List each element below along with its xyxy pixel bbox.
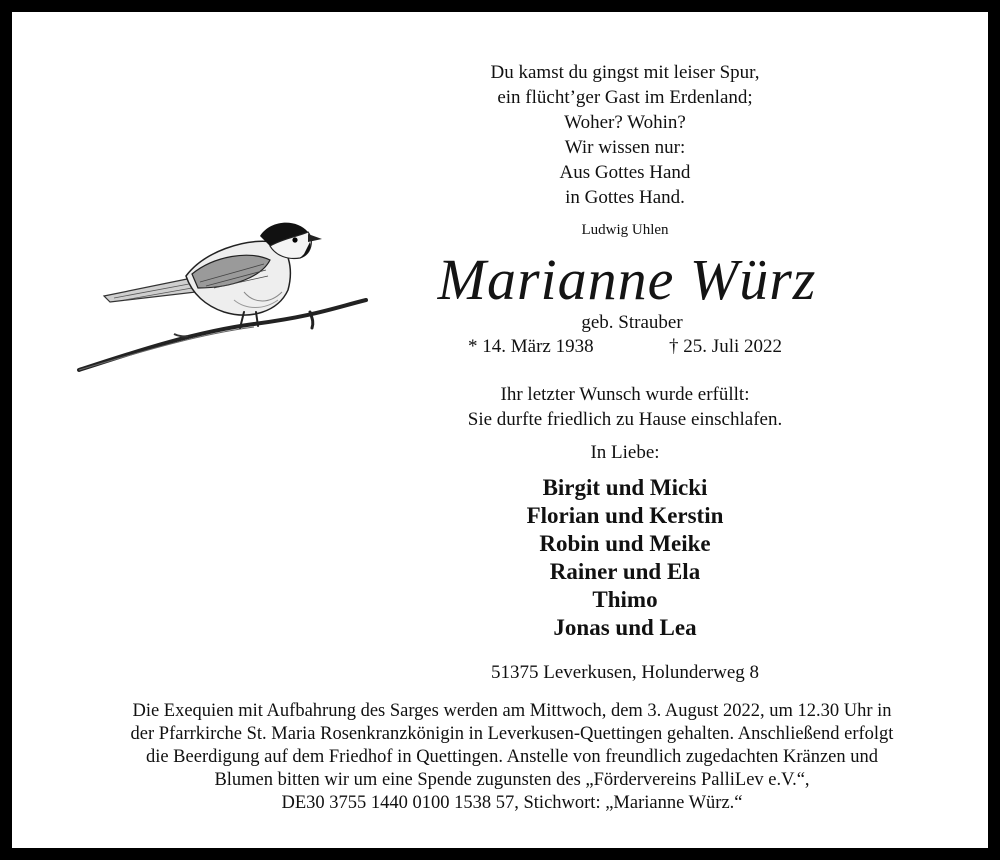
poem-line: in Gottes Hand. [565, 187, 685, 208]
family-member: Birgit und Micki [542, 475, 708, 500]
death-date: † 25. Juli 2022 [669, 336, 782, 357]
bird-on-branch-illustration [74, 212, 374, 377]
family-member: Thimo [592, 587, 658, 612]
family-member: Robin und Meike [539, 531, 711, 556]
poem-line: Wir wissen nur: [564, 137, 686, 158]
deceased-name: Marianne Würz [437, 247, 817, 312]
message-line: Ihr letzter Wunsch wurde erfüllt: [500, 384, 750, 405]
poem-line: Du kamst du gingst mit leiser Spur, [490, 62, 760, 83]
family-list [425, 474, 825, 642]
birth-date: * 14. März 1938 [468, 336, 594, 357]
family-address: 51375 Leverkusen, Holunderweg 8 [490, 662, 760, 683]
funeral-notice [52, 700, 972, 815]
notice-line: die Beerdigung auf dem Friedhof in Quettingen. Anstelle von freundlich zugedachten Kränzen und [145, 747, 879, 767]
poem [425, 60, 825, 210]
poem-line: Aus Gottes Hand [559, 162, 691, 183]
last-wish-text [425, 382, 825, 432]
poem-line: Woher? Wohin? [564, 112, 686, 133]
notice-line: der Pfarrkirche St. Maria Rosenkranzkönigin in Leverkusen-Quettingen gehalten. Anschließend erfolgt [130, 724, 894, 744]
notice-line: Die Exequien mit Aufbahrung des Sarges werden am Mittwoch, dem 3. August 2022, um 12.30 Uhr in [132, 701, 892, 721]
family-member: Rainer und Ela [549, 559, 701, 584]
maiden-name: geb. Strauber [581, 312, 683, 333]
poem-author: Ludwig Uhlen [581, 222, 669, 238]
poem-line: ein flücht’ger Gast im Erdenland; [497, 87, 753, 108]
in-love-label: In Liebe: [590, 442, 660, 463]
family-member: Jonas und Lea [553, 615, 697, 640]
notice-line: DE30 3755 1440 0100 1538 57, Stichwort: „Marianne Würz.“ [281, 793, 743, 813]
notice-line: Blumen bitten wir um eine Spende zugunsten des „Fördervereins PalliLev e.V.“, [214, 770, 810, 790]
family-member: Florian und Kerstin [526, 503, 724, 528]
message-line: Sie durfte friedlich zu Hause einschlafen. [467, 409, 783, 430]
